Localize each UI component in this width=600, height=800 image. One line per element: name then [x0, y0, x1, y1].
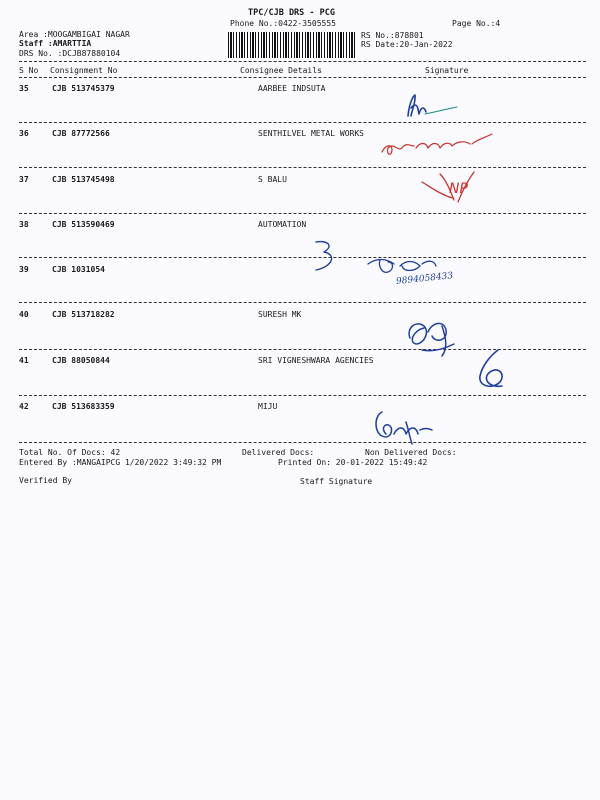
document-title: TPC/CJB DRS - PCG [248, 8, 335, 18]
row-sno: 41 [19, 356, 29, 365]
row-sno: 40 [19, 310, 29, 319]
column-header-consignment: Consignment No [50, 66, 118, 75]
signature-row-42 [370, 404, 450, 448]
row-sno: 37 [19, 175, 29, 184]
row-sno: 38 [19, 220, 29, 229]
row-consignment-no: CJB 87772566 [52, 129, 110, 138]
row-consignment-no: CJB 513590469 [52, 220, 115, 229]
row-consignee: MIJU [258, 402, 278, 411]
verified-by: Verified By [19, 476, 72, 485]
row-consignee: SRI VIGNESHWARA AGENCIES [258, 356, 374, 365]
row-divider [19, 213, 586, 214]
row-divider [19, 167, 586, 168]
signature-row-40 [402, 314, 466, 360]
column-header-signature: Signature [425, 66, 469, 75]
rs-number: RS No.:878801 [361, 31, 424, 40]
row-consignee: AUTOMATION [258, 220, 307, 229]
row-divider [19, 395, 586, 396]
staff-signature-label: Staff Signature [300, 477, 373, 486]
row-divider [19, 257, 586, 258]
rs-date: RS Date:20-Jan-2022 [361, 40, 453, 49]
column-header-consignee: Consignee Details [240, 66, 322, 75]
row-consignment-no: CJB 513745498 [52, 175, 115, 184]
entered-by: Entered By :MANGAIPCG 1/20/2022 3:49:32 PM [19, 458, 222, 467]
area-label: Area :MOOGAMBIGAI NAGAR [19, 30, 130, 39]
column-header-sno: S No [19, 66, 39, 75]
np-mark-text: NP [449, 181, 468, 197]
row-sno: 42 [19, 402, 29, 411]
row-divider [19, 442, 586, 443]
divider [19, 77, 586, 78]
row-consignee: SURESH MK [258, 310, 302, 319]
row-consignment-no: CJB 88050844 [52, 356, 110, 365]
row-consignment-no: CJB 513718282 [52, 310, 115, 319]
row-divider [19, 302, 586, 303]
row-consignment-no: CJB 1031054 [52, 265, 105, 274]
printed-on: Printed On: 20-01-2022 15:49:42 [278, 458, 428, 467]
signature-row-38-39 [310, 236, 460, 292]
divider [19, 61, 586, 62]
total-docs: Total No. Of Docs: 42 [19, 448, 121, 457]
phone-number: Phone No.:0422-3505555 [230, 19, 336, 28]
row-sno: 36 [19, 129, 29, 138]
row-consignment-no: CJB 513683359 [52, 402, 115, 411]
row-divider [19, 122, 586, 123]
row-consignee: SENTHILVEL METAL WORKS [258, 129, 364, 138]
signature-row-35 [395, 92, 475, 122]
row-consignee: S BALU [258, 175, 287, 184]
barcode [228, 32, 355, 58]
row-sno: 39 [19, 265, 29, 274]
row-consignment-no: CJB 513745379 [52, 84, 115, 93]
non-delivered-docs: Non Delivered Docs: [365, 448, 457, 457]
staff-label: Staff :AMARTTIA [19, 39, 92, 48]
handwritten-phone-number: 9894058433 [395, 271, 454, 287]
row-sno: 35 [19, 84, 29, 93]
signature-row-41 [462, 348, 532, 394]
delivered-docs: Delivered Docs: [242, 448, 315, 457]
page-number: Page No.:4 [452, 19, 501, 28]
row-consignee: AARBEE INDSUTA [258, 84, 326, 93]
drs-number: DRS No. :DCJB87880104 [19, 49, 121, 58]
